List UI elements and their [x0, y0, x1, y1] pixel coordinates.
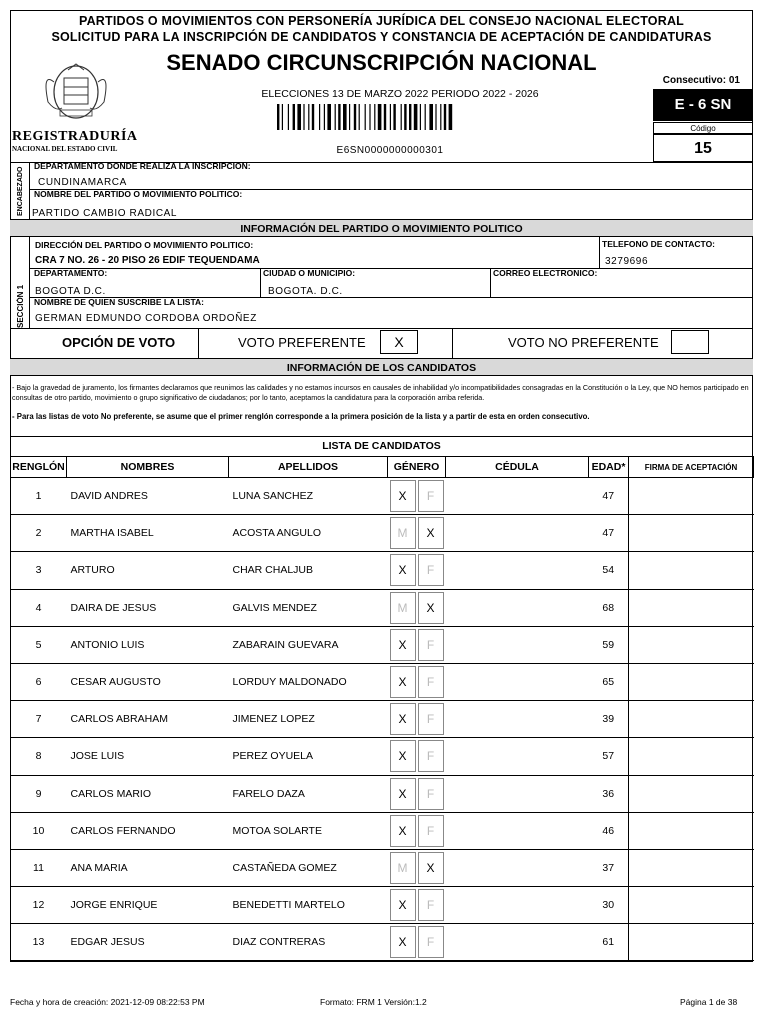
gender-f-box[interactable]: F	[418, 703, 444, 735]
gender-m-box[interactable]: X	[390, 554, 416, 586]
row-number: 11	[11, 849, 67, 886]
logo-subtitle: NACIONAL DEL ESTADO CIVIL	[12, 145, 118, 153]
pref-vote-checkbox[interactable]: X	[380, 330, 418, 354]
signature-cell[interactable]	[629, 849, 754, 886]
gender-cell	[388, 478, 446, 515]
header-line-2: SOLICITUD PARA LA INSCRIPCIÓN DE CANDIDATOS Y CONSTANCIA DE ACEPTACIÓN DE CANDIDATURAS	[51, 30, 712, 44]
barcode-text: E6SN0000000000301	[336, 145, 444, 156]
divider	[599, 237, 600, 268]
divider	[29, 162, 30, 220]
table-row	[11, 701, 754, 738]
age-cell: 30	[589, 887, 629, 924]
row-number: 9	[11, 775, 67, 812]
gender-m-box[interactable]: X	[390, 926, 416, 958]
col-nombres: NOMBRES	[67, 457, 229, 478]
candidate-first-names: ANTONIO LUIS	[67, 626, 229, 663]
list-title: LISTA DE CANDIDATOS	[322, 440, 441, 452]
signer-label: NOMBRE DE QUIEN SUSCRIBE LA LISTA:	[34, 297, 205, 307]
signature-cell[interactable]	[629, 515, 754, 552]
signature-cell[interactable]	[629, 552, 754, 589]
table-row	[11, 515, 754, 552]
email-label: CORREO ELECTRONICO:	[493, 268, 598, 278]
col-genero: GÉNERO	[388, 457, 446, 478]
gender-f-box[interactable]: F	[418, 740, 444, 772]
gender-m-box[interactable]: X	[390, 778, 416, 810]
gender-m-box[interactable]: M	[390, 592, 416, 624]
col-edad: EDAD*	[589, 457, 629, 478]
nopref-note: - Para las listas de voto No preferente, se asume que el primer renglón corresponde a la primera posición de la lista y a partir de esta en orden consecutivo.	[12, 412, 590, 421]
row-number: 13	[11, 924, 67, 961]
candidate-last-names: PEREZ OYUELA	[229, 738, 388, 775]
cedula-cell	[446, 924, 589, 961]
gender-cell	[388, 812, 446, 849]
seccion1-title: INFORMACIÓN DEL PARTIDO O MOVIMIENTO POLITICO	[10, 219, 753, 237]
gender-m-box[interactable]: X	[390, 629, 416, 661]
age-cell: 47	[589, 478, 629, 515]
department-label: DEPARTAMENTO:	[34, 268, 108, 278]
age-cell: 54	[589, 552, 629, 589]
table-row	[11, 626, 754, 663]
phone-label: TELEFONO DE CONTACTO:	[602, 239, 716, 249]
dept-label: DEPARTAMENTO DONDE REALIZA LA INSCRIPCION:	[34, 161, 251, 171]
candidate-first-names: ANA MARIA	[67, 849, 229, 886]
election-period: ELECCIONES 13 DE MARZO 2022 PERIODO 2022 - 2026	[261, 88, 539, 100]
candidate-first-names: DAVID ANDRES	[67, 478, 229, 515]
gender-cell	[388, 663, 446, 700]
nopref-vote-label: VOTO NO PREFERENTE	[508, 335, 659, 350]
signature-cell[interactable]	[629, 626, 754, 663]
phone-value: 3279696	[605, 256, 649, 267]
gender-f-box[interactable]: F	[418, 889, 444, 921]
candidate-last-names: JIMENEZ LOPEZ	[229, 701, 388, 738]
candidate-first-names: ARTURO	[67, 552, 229, 589]
col-cedula: CÉDULA	[446, 457, 589, 478]
signature-cell[interactable]	[629, 478, 754, 515]
footer-format: Formato: FRM 1 Versión:1.2	[320, 997, 427, 1007]
table-row	[11, 887, 754, 924]
col-renglon: RENGLÓN	[11, 457, 67, 478]
candidate-last-names: GALVIS MENDEZ	[229, 589, 388, 626]
age-cell: 68	[589, 589, 629, 626]
signature-cell[interactable]	[629, 701, 754, 738]
divider	[29, 268, 753, 269]
col-apellidos: APELLIDOS	[229, 457, 388, 478]
cedula-cell	[446, 589, 589, 626]
gender-cell	[388, 552, 446, 589]
nopref-vote-checkbox[interactable]	[671, 330, 709, 354]
table-row	[11, 478, 754, 515]
gender-f-box[interactable]: F	[418, 629, 444, 661]
signature-cell[interactable]	[629, 738, 754, 775]
gender-m-box[interactable]: X	[390, 815, 416, 847]
candidate-first-names: CARLOS ABRAHAM	[67, 701, 229, 738]
row-number: 7	[11, 701, 67, 738]
pref-vote-label: VOTO PREFERENTE	[238, 335, 366, 350]
cedula-cell	[446, 552, 589, 589]
table-header-row	[11, 457, 754, 478]
age-cell: 57	[589, 738, 629, 775]
gender-cell	[388, 924, 446, 961]
codigo-label: Código	[653, 122, 753, 134]
candidate-first-names: EDGAR JESUS	[67, 924, 229, 961]
candidate-first-names: JOSE LUIS	[67, 738, 229, 775]
candidate-first-names: CARLOS MARIO	[67, 775, 229, 812]
table-row	[11, 849, 754, 886]
cedula-cell	[446, 887, 589, 924]
candidate-first-names: CARLOS FERNANDO	[67, 812, 229, 849]
cedula-cell	[446, 812, 589, 849]
divider	[452, 328, 453, 358]
age-cell: 65	[589, 663, 629, 700]
consecutivo: Consecutivo: 01	[662, 75, 740, 86]
table-row	[11, 924, 754, 961]
cedula-cell	[446, 849, 589, 886]
candidate-first-names: CESAR AUGUSTO	[67, 663, 229, 700]
encabezado-side-label: ENCABEZADO	[17, 166, 24, 216]
candidate-first-names: MARTHA ISABEL	[67, 515, 229, 552]
cedula-cell	[446, 701, 589, 738]
candidate-first-names: JORGE ENRIQUE	[67, 887, 229, 924]
gender-f-box[interactable]: X	[418, 852, 444, 884]
registraduria-logo	[12, 62, 142, 152]
gender-f-box[interactable]: X	[418, 592, 444, 624]
seccion1-side-label: SECCIÓN 1	[16, 284, 25, 328]
cedula-cell	[446, 663, 589, 700]
logo-title: REGISTRADURÍA	[12, 129, 138, 144]
row-number: 6	[11, 663, 67, 700]
gender-f-box[interactable]: F	[418, 554, 444, 586]
gender-f-box[interactable]: F	[418, 926, 444, 958]
signature-cell[interactable]	[629, 924, 754, 961]
cedula-cell	[446, 775, 589, 812]
signature-cell[interactable]	[629, 775, 754, 812]
signature-cell[interactable]	[629, 887, 754, 924]
cedula-cell	[446, 738, 589, 775]
gender-f-box[interactable]: F	[418, 815, 444, 847]
gender-cell	[388, 589, 446, 626]
gender-m-box[interactable]: X	[390, 703, 416, 735]
dept-value: CUNDINAMARCA	[38, 177, 127, 188]
city-value: BOGOTA. D.C.	[268, 286, 343, 297]
signer-value: GERMAN EDMUNDO CORDOBA ORDOÑEZ	[35, 313, 257, 324]
table-row	[11, 812, 754, 849]
age-cell: 47	[589, 515, 629, 552]
row-number: 5	[11, 626, 67, 663]
candidate-last-names: LUNA SANCHEZ	[229, 478, 388, 515]
city-label: CIUDAD O MUNICIPIO:	[263, 268, 356, 278]
header-line-1: PARTIDOS O MOVIMIENTOS CON PERSONERÍA JURÍDICA DEL CONSEJO NACIONAL ELECTORAL	[78, 14, 685, 28]
party-label: NOMBRE DEL PARTIDO O MOVIMIENTO POLITICO:	[34, 189, 243, 199]
gender-cell	[388, 849, 446, 886]
footer-created: Fecha y hora de creación: 2021-12-09 08:22:53 PM	[10, 997, 205, 1007]
table-row	[11, 738, 754, 775]
candidate-last-names: LORDUY MALDONADO	[229, 663, 388, 700]
candidate-first-names: DAIRA DE JESUS	[67, 589, 229, 626]
divider	[490, 268, 491, 298]
gender-f-box[interactable]: X	[418, 517, 444, 549]
age-cell: 39	[589, 701, 629, 738]
barcode	[275, 104, 505, 130]
row-number: 8	[11, 738, 67, 775]
gender-f-box[interactable]: F	[418, 778, 444, 810]
gender-cell	[388, 515, 446, 552]
row-number: 12	[11, 887, 67, 924]
candidate-last-names: ACOSTA ANGULO	[229, 515, 388, 552]
gender-f-box[interactable]: F	[418, 666, 444, 698]
footer-page: Página 1 de 38	[680, 997, 738, 1007]
age-cell: 59	[589, 626, 629, 663]
table-row	[11, 589, 754, 626]
oath-paragraph: - Bajo la gravedad de juramento, los firmantes declaramos que reunimos las calidades y no estamos incursos en causales de inhabilidad y/o incompatibilidades consagradas en la Constitución o la Ley, que NO hemos participado en consultas de otro partido, movimiento o grupo significativo de ciudadanos; por lo tanto, aceptamos la candidatura para la corporación arriba referida.	[12, 383, 749, 402]
gender-f-box[interactable]: F	[418, 480, 444, 512]
party-value: PARTIDO CAMBIO RADICAL	[32, 208, 178, 219]
gender-m-box[interactable]: X	[390, 740, 416, 772]
table-row	[11, 775, 754, 812]
gender-m-box[interactable]: M	[390, 517, 416, 549]
signature-cell[interactable]	[629, 589, 754, 626]
age-cell: 61	[589, 924, 629, 961]
gender-cell	[388, 775, 446, 812]
row-number: 4	[11, 589, 67, 626]
candidatos-title: INFORMACIÓN DE LOS CANDIDATOS	[10, 358, 753, 376]
gender-cell	[388, 701, 446, 738]
age-cell: 37	[589, 849, 629, 886]
candidate-last-names: MOTOA SOLARTE	[229, 812, 388, 849]
address-label: DIRECCIÓN DEL PARTIDO O MOVIMIENTO POLITICO:	[35, 240, 254, 250]
candidate-last-names: FARELO DAZA	[229, 775, 388, 812]
cedula-cell	[446, 478, 589, 515]
cedula-cell	[446, 626, 589, 663]
department-value: BOGOTA D.C.	[35, 286, 106, 297]
divider	[29, 237, 30, 329]
divider	[198, 328, 199, 358]
signature-cell[interactable]	[629, 663, 754, 700]
candidate-last-names: CHAR CHALJUB	[229, 552, 388, 589]
candidate-last-names: ZABARAIN GUEVARA	[229, 626, 388, 663]
candidate-last-names: BENEDETTI MARTELO	[229, 887, 388, 924]
cedula-cell	[446, 515, 589, 552]
gender-m-box[interactable]: X	[390, 889, 416, 921]
divider	[260, 268, 261, 298]
coat-of-arms-icon	[12, 62, 142, 124]
row-number: 3	[11, 552, 67, 589]
gender-cell	[388, 626, 446, 663]
address-value: CRA 7 NO. 26 - 20 PISO 26 EDIF TEQUENDAMA	[35, 255, 260, 266]
form-code: E - 6 SN	[653, 89, 753, 121]
candidate-last-names: CASTAÑEDA GOMEZ	[229, 849, 388, 886]
col-firma: FIRMA DE ACEPTACIÓN	[629, 457, 754, 478]
row-number: 1	[11, 478, 67, 515]
table-row	[11, 552, 754, 589]
gender-m-box[interactable]: M	[390, 852, 416, 884]
age-cell: 46	[589, 812, 629, 849]
barcode-icon	[275, 104, 505, 130]
candidates-table	[10, 456, 754, 961]
signature-cell[interactable]	[629, 812, 754, 849]
gender-m-box[interactable]: X	[390, 666, 416, 698]
table-row	[11, 663, 754, 700]
row-number: 10	[11, 812, 67, 849]
gender-cell	[388, 738, 446, 775]
page-title: SENADO CIRCUNSCRIPCIÓN NACIONAL	[166, 50, 597, 75]
gender-m-box[interactable]: X	[390, 480, 416, 512]
candidate-last-names: DIAZ CONTRERAS	[229, 924, 388, 961]
age-cell: 36	[589, 775, 629, 812]
gender-cell	[388, 887, 446, 924]
row-number: 2	[11, 515, 67, 552]
codigo-value: 15	[653, 134, 753, 162]
vote-option-label: OPCIÓN DE VOTO	[62, 335, 176, 350]
